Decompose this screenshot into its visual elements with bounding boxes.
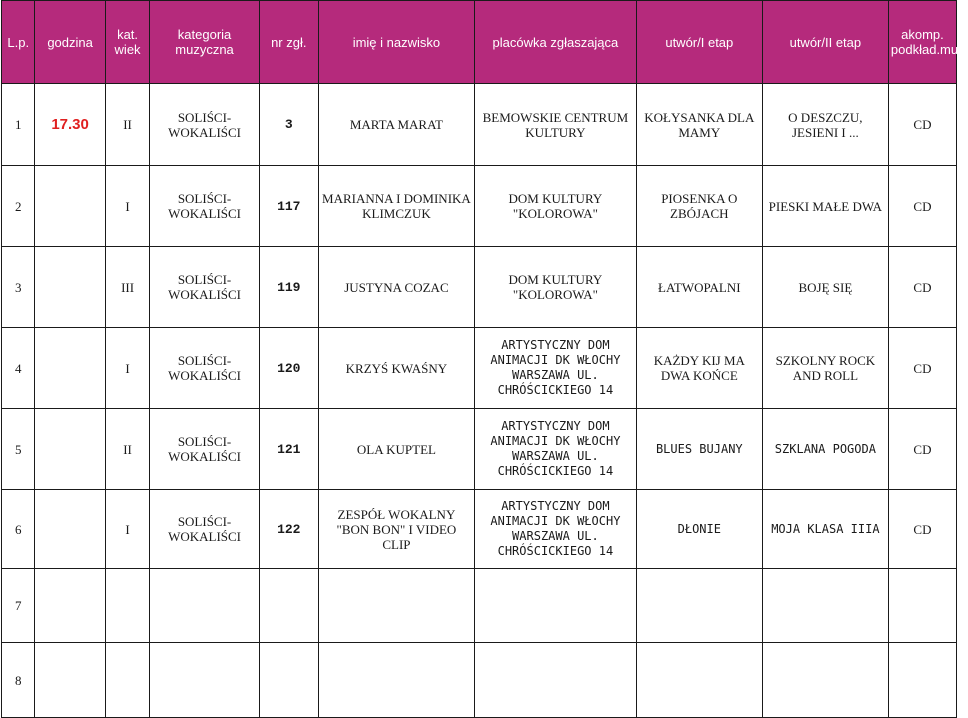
header-row — [2, 1, 957, 84]
cell-imie: MARIANNA I DOMINIKA KLIMCZUK — [318, 166, 474, 247]
cell-utwor-2: O DESZCZU, JESIENI I ... — [762, 84, 888, 166]
cell-akomp: CD — [888, 166, 956, 247]
cell-godzina — [35, 247, 105, 328]
cell-godzina — [35, 166, 105, 247]
cell-placowka — [475, 569, 637, 643]
cell-utwor-1: KAŻDY KIJ MA DWA KOŃCE — [636, 328, 762, 409]
cell-imie: JUSTYNA COZAC — [318, 247, 474, 328]
cell-utwor-2 — [762, 643, 888, 718]
cell-kat: III — [105, 247, 150, 328]
cell-utwor-1 — [636, 643, 762, 718]
cell-kat: I — [105, 328, 150, 409]
cell-utwor-1: DŁONIE — [636, 490, 762, 569]
cell-kat: II — [105, 409, 150, 490]
header-utwor-2: utwór/II etap — [762, 1, 888, 84]
table-row — [2, 328, 957, 409]
cell-nr: 119 — [259, 247, 318, 328]
cell-akomp — [888, 643, 956, 718]
cell-akomp: CD — [888, 84, 956, 166]
header-utwor-1: utwór/I etap — [636, 1, 762, 84]
header-nr: nr zgł. — [259, 1, 318, 84]
cell-utwor-2: BOJĘ SIĘ — [762, 247, 888, 328]
table-row — [2, 409, 957, 490]
cell-kategoria: SOLIŚCI-WOKALIŚCI — [150, 166, 259, 247]
cell-nr: 120 — [259, 328, 318, 409]
cell-utwor-2: MOJA KLASA IIIA — [762, 490, 888, 569]
cell-placowka — [475, 643, 637, 718]
cell-lp: 1 — [2, 84, 35, 166]
cell-kat: I — [105, 166, 150, 247]
table-row — [2, 643, 957, 718]
cell-akomp: CD — [888, 409, 956, 490]
header-akomp: akomp. podkład.muz. — [888, 1, 956, 84]
cell-akomp: CD — [888, 328, 956, 409]
cell-placowka: DOM KULTURY "KOLOROWA" — [475, 166, 637, 247]
table-row — [2, 84, 957, 166]
cell-akomp: CD — [888, 490, 956, 569]
cell-placowka: DOM KULTURY "KOLOROWA" — [475, 247, 637, 328]
cell-utwor-2 — [762, 569, 888, 643]
cell-utwor-1: ŁATWOPALNI — [636, 247, 762, 328]
cell-kategoria — [150, 643, 259, 718]
cell-lp: 3 — [2, 247, 35, 328]
cell-kat: I — [105, 490, 150, 569]
cell-placowka: ARTYSTYCZNY DOM ANIMACJI DK WŁOCHY WARSZAWA UL. CHRÓŚCICKIEGO 14 — [475, 409, 637, 490]
cell-nr: 117 — [259, 166, 318, 247]
cell-utwor-2: PIESKI MAŁE DWA — [762, 166, 888, 247]
cell-kategoria — [150, 569, 259, 643]
cell-lp: 2 — [2, 166, 35, 247]
cell-kategoria: SOLIŚCI-WOKALIŚCI — [150, 84, 259, 166]
schedule-table — [1, 0, 968, 718]
table-row — [2, 166, 957, 247]
cell-imie: ZESPÓŁ WOKALNY "BON BON" I VIDEO CLIP — [318, 490, 474, 569]
cell-godzina — [35, 490, 105, 569]
cell-nr — [259, 643, 318, 718]
cell-godzina — [35, 569, 105, 643]
cell-utwor-1: KOŁYSANKA DLA MAMY — [636, 84, 762, 166]
cell-lp: 7 — [2, 569, 35, 643]
cell-akomp: CD — [888, 247, 956, 328]
table-row — [2, 247, 957, 328]
cell-godzina — [35, 643, 105, 718]
cell-nr: 121 — [259, 409, 318, 490]
header-imie: imię i nazwisko — [318, 1, 474, 84]
cell-imie — [318, 569, 474, 643]
cell-placowka: BEMOWSKIE CENTRUM KULTURY — [475, 84, 637, 166]
cell-placowka: ARTYSTYCZNY DOM ANIMACJI DK WŁOCHY WARSZAWA UL. CHRÓŚCICKIEGO 14 — [475, 328, 637, 409]
cell-kategoria: SOLIŚCI-WOKALIŚCI — [150, 328, 259, 409]
cell-utwor-2: SZKOLNY ROCK AND ROLL — [762, 328, 888, 409]
cell-kategoria: SOLIŚCI-WOKALIŚCI — [150, 409, 259, 490]
cell-lp: 6 — [2, 490, 35, 569]
table-row — [2, 490, 957, 569]
header-placowka: placówka zgłaszająca — [475, 1, 637, 84]
cell-placowka: ARTYSTYCZNY DOM ANIMACJI DK WŁOCHY WARSZAWA UL. CHRÓŚCICKIEGO 14 — [475, 490, 637, 569]
cell-kat: II — [105, 84, 150, 166]
cell-lp: 4 — [2, 328, 35, 409]
cell-utwor-1 — [636, 569, 762, 643]
cell-godzina — [35, 328, 105, 409]
cell-godzina: 17.30 — [35, 84, 105, 166]
cell-kategoria: SOLIŚCI-WOKALIŚCI — [150, 490, 259, 569]
cell-imie: OLA KUPTEL — [318, 409, 474, 490]
cell-imie: MARTA MARAT — [318, 84, 474, 166]
header-godzina: godzina — [35, 1, 105, 84]
cell-utwor-1: BLUES BUJANY — [636, 409, 762, 490]
cell-akomp — [888, 569, 956, 643]
cell-kategoria: SOLIŚCI-WOKALIŚCI — [150, 247, 259, 328]
cell-kat — [105, 569, 150, 643]
cell-utwor-2: SZKLANA POGODA — [762, 409, 888, 490]
cell-nr — [259, 569, 318, 643]
cell-imie: KRZYŚ KWAŚNY — [318, 328, 474, 409]
table-row — [2, 569, 957, 643]
cell-kat — [105, 643, 150, 718]
header-lp: L.p. — [2, 1, 35, 84]
cell-nr: 3 — [259, 84, 318, 166]
header-kategoria: kategoria muzyczna — [150, 1, 259, 84]
cell-godzina — [35, 409, 105, 490]
cell-lp: 5 — [2, 409, 35, 490]
cell-utwor-1: PIOSENKA O ZBÓJACH — [636, 166, 762, 247]
cell-imie — [318, 643, 474, 718]
cell-nr: 122 — [259, 490, 318, 569]
header-kat-wiek: kat. wiek — [105, 1, 150, 84]
cell-lp: 8 — [2, 643, 35, 718]
